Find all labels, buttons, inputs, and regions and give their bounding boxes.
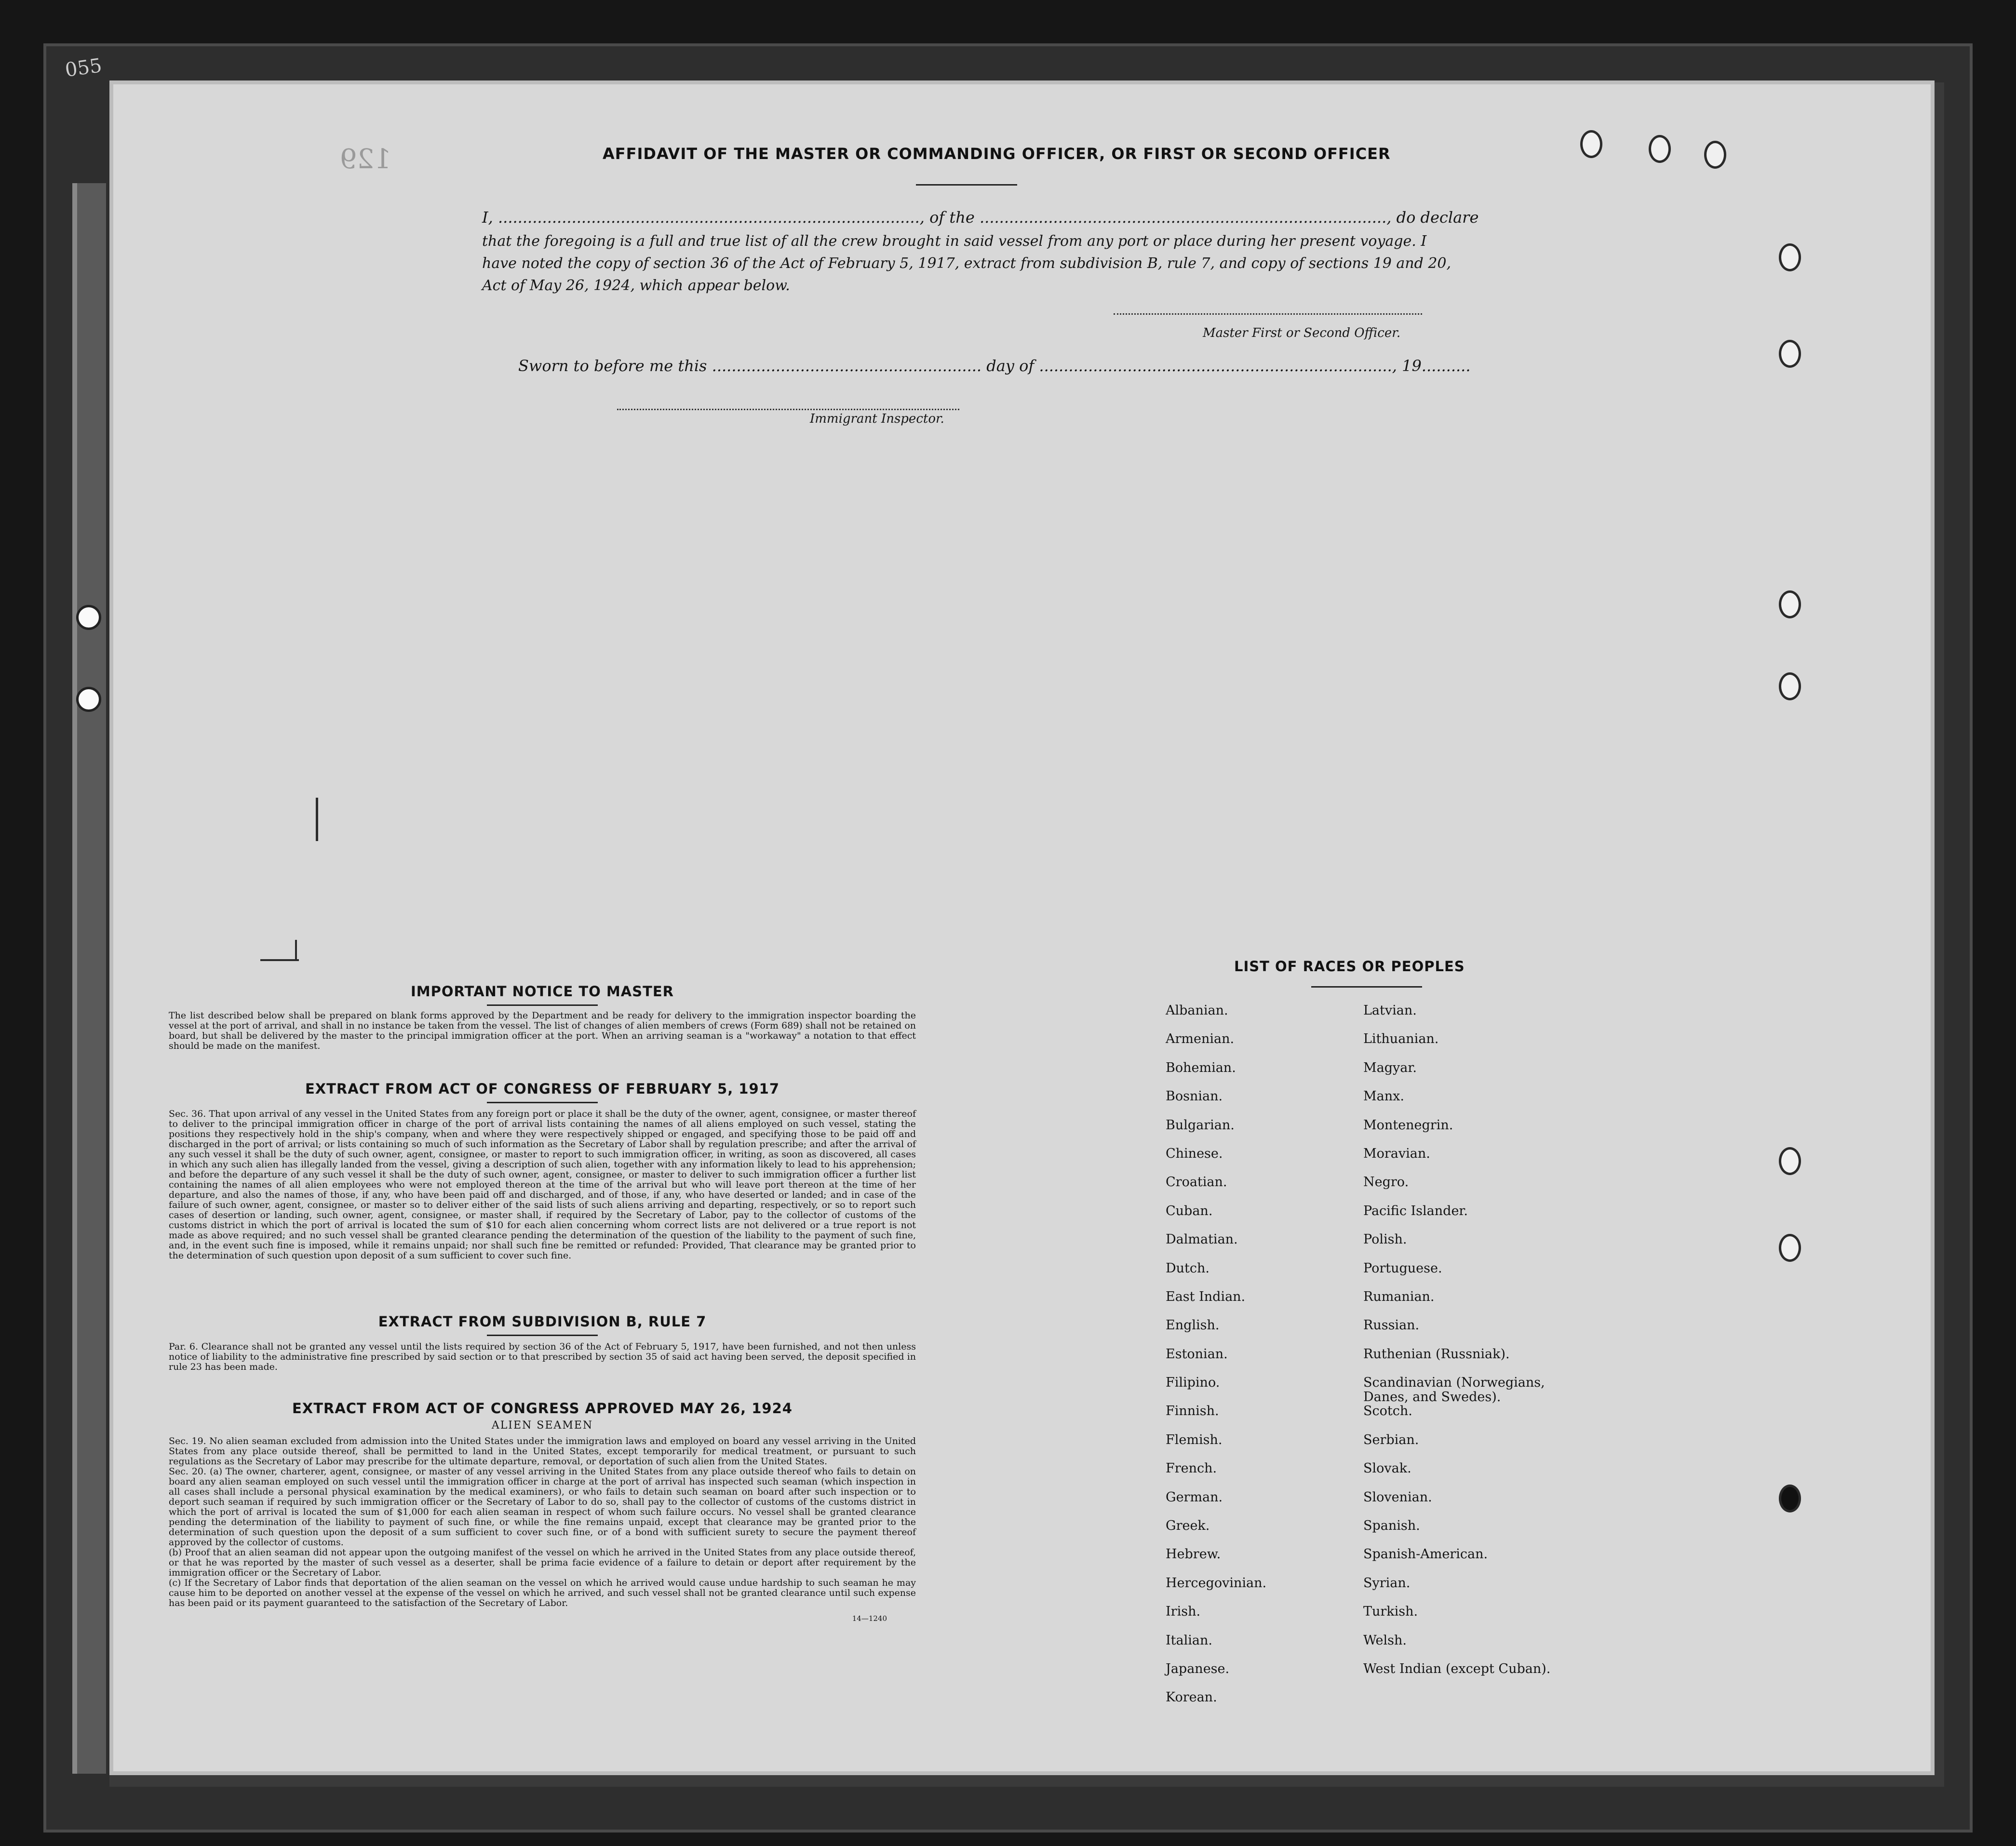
- affidavit-title-rule: [916, 184, 1017, 186]
- inspector-signature-line: [617, 409, 959, 410]
- race-item: Scotch.: [1363, 1404, 1412, 1419]
- form-number: 14—1240: [852, 1614, 887, 1623]
- extract-rule7-section: [169, 1313, 916, 1372]
- section-rule: [487, 1335, 598, 1336]
- punch-hole: [1779, 672, 1801, 700]
- signature-label: Master First or Second Officer.: [1203, 326, 1401, 340]
- section-rule: [487, 1102, 598, 1103]
- race-item: Spanish-American.: [1363, 1547, 1488, 1562]
- extract-1917-body: Sec. 36. That upon arrival of any vessel in the United States from any foreign port or place it shall be the duty of the owner, agent, consignee, or master thereof to deliver to the principal immigration officer in charge of the port of arrival lists containing the names of all aliens employed on such vessel, stating the positions they respectively hold in the ship's company, when and where they were respectively shipped or engaged, and specifying those to be paid off and discharged in the port of arrival; or lists containing so much of such information as the Secretary of Labor shall by regulation prescribe; and after the arrival of any such vessel it shall be the duty of such owner, agent, consignee, or master to report to such immigration officer, in writing, as soon as discovered, all cases in which any such alien has illegally landed from the vessel, giving a description of such alien, together with any information likely to lead to his apprehension; and before the departure of any such vessel it shall be the duty of such owner, agent, consignee, or master to deliver to such immigration officer a further list containing the names of all alien employees who were not employed thereon at the time of the arrival but who will leave port thereon at the time of her departure, and also the names of those, if any, who have been paid off and discharged, and of those, if any, who have deserted or landed; and in case of the failure of such owner, agent, consignee, or master so to deliver either of the said lists of such aliens arriving and departing, respectively, or so to report such cases of desertion or landing, such owner, agent, consignee, or master shall, if required by the Secretary of Labor, pay to the collector of customs of the customs district in which the port of arrival is located the sum of $10 for each alien concerning whom correct lists are not delivered or a true report is not made as above required; and no such vessel shall be granted clearance pending the determination of the question of the liability to the payment of such fine, and, in the event such fine is imposed, while it remains unpaid; nor shall such fine be remitted or refunded: Provided, That clearance may be granted prior to the determination of such question upon deposit of a sum sufficient to cover such fine.: [169, 1109, 916, 1261]
- race-item: Latvian.: [1363, 1003, 1417, 1018]
- punch-hole: [1779, 243, 1801, 271]
- extract-1917-section: [169, 1081, 916, 1261]
- race-item: Russian.: [1363, 1318, 1420, 1333]
- punch-hole: [1580, 130, 1602, 158]
- top-left-number: 055: [64, 54, 104, 82]
- race-item: Serbian.: [1363, 1432, 1419, 1447]
- punch-hole: [1779, 1485, 1801, 1512]
- pen-mark: [316, 798, 318, 841]
- race-item: East Indian.: [1166, 1289, 1246, 1304]
- race-item: Bulgarian.: [1166, 1117, 1235, 1133]
- extract-1924-section: [169, 1400, 916, 1623]
- punch-hole: [1779, 340, 1801, 368]
- race-item: Slovak.: [1363, 1461, 1411, 1476]
- extract-1924-title: EXTRACT FROM ACT OF CONGRESS APPROVED MAY 26, 1924: [292, 1400, 793, 1417]
- signature-line: [1114, 313, 1422, 315]
- races-column-a: [1166, 1003, 1266, 1719]
- extract-rule7-body: Par. 6. Clearance shall not be granted any vessel until the lists required by section 36 of the Act of February 5, 1917, have been furnished, and not then unless notice of liability to the administrative fine prescribed by said section or to that prescribed by section 35 of said act having been served, the deposit specified in rule 23 has been made.: [169, 1341, 916, 1372]
- race-item: West Indian (except Cuban).: [1363, 1661, 1551, 1676]
- race-item: Croatian.: [1166, 1175, 1227, 1190]
- sec-19-text: Sec. 19. No alien seaman excluded from admission into the United States under the immigration laws and employed on board any vessel arriving in the United States from any place outside thereof, shall be permitted to land in the United States, except temporarily for medical treatment, or pursuant to such regulations as the Secretary of Labor may prescribe for the ultimate departure, removal, or deportation of such alien from the United States.: [169, 1436, 916, 1467]
- important-notice-title: IMPORTANT NOTICE TO MASTER: [410, 983, 674, 1000]
- race-item: Welsh.: [1363, 1632, 1407, 1648]
- races-title-rule: [1311, 986, 1422, 988]
- section-rule: [487, 1004, 598, 1006]
- race-item: Finnish.: [1166, 1404, 1219, 1419]
- race-item: Chinese.: [1166, 1146, 1223, 1161]
- binder-edge: [72, 183, 106, 1774]
- race-item: Hercegovinian.: [1166, 1575, 1267, 1591]
- race-item: Korean.: [1166, 1690, 1217, 1705]
- race-item: French.: [1166, 1461, 1217, 1476]
- race-item: Lithuanian.: [1363, 1031, 1439, 1047]
- punch-hole: [1779, 1147, 1801, 1175]
- race-item: Moravian.: [1363, 1146, 1430, 1161]
- race-item: Flemish.: [1166, 1432, 1223, 1447]
- race-item: Hebrew.: [1166, 1547, 1221, 1562]
- race-item: Albanian.: [1166, 1003, 1228, 1018]
- race-item: Italian.: [1166, 1632, 1212, 1648]
- affidavit-title: AFFIDAVIT OF THE MASTER OR COMMANDING OFFICER, OR FIRST OR SECOND OFFICER: [603, 145, 1391, 163]
- race-item: Rumanian.: [1363, 1289, 1435, 1304]
- sec-20b-text: (b) Proof that an alien seaman did not appear upon the outgoing manifest of the vessel on which he arrived in the United States from any place outside thereof, or that he was reported by the master of such vessel as a deserter, shall be prima facie evidence of a failure to detain or deport after requirement by the immigration officer or the Secretary of Labor.: [169, 1547, 916, 1578]
- punch-hole: [76, 687, 101, 712]
- race-item: Magyar.: [1363, 1060, 1417, 1075]
- pen-mark: [295, 940, 297, 961]
- declaration-body: that the foregoing is a full and true list of all the crew brought in said vessel from any port or place during her present voyage. I have noted the copy of section 36 of the Act of February 5, 1917, extract from subdivision B, rule 7, and copy of sections 19 and 20, Act of May 26, 1924, which appear below.: [482, 233, 1452, 294]
- extract-1917-title: EXTRACT FROM ACT OF CONGRESS OF FEBRUARY 5, 1917: [305, 1081, 780, 1097]
- race-item: English.: [1166, 1318, 1220, 1333]
- race-item: Slovenian.: [1363, 1489, 1432, 1505]
- race-item: Portuguese.: [1363, 1260, 1442, 1276]
- race-item: Manx.: [1363, 1089, 1404, 1104]
- punch-hole: [76, 605, 101, 630]
- punch-hole: [1704, 141, 1726, 169]
- sec-20a-text: Sec. 20. (a) The owner, charterer, agent, consignee, or master of any vessel arriving in the United States from any place outside thereof who fails to detain on board any alien seaman employed on such vessel until the immigration officer in charge at the port of arrival has inspected such seaman (which inspection in all cases shall include a personal physical examination by the medical examiners), or who fails to detain such seaman on board after such inspection or to deport such seaman if required by such immigration officer or the Secretary of Labor to do so, shall pay to the collector of customs of the customs district in which the port of arrival is located the sum of $1,000 for each alien seaman in respect of whom such failure occurs. No vessel shall be granted clearance pending the determination of the liability to payment of such fine, or while the fine remains unpaid, except that clearance may be granted prior to the determination of such question upon the deposit of a sum sufficient to cover such fine, or of a bond with sufficient surety to secure the payment thereof approved by the collector of customs.: [169, 1466, 916, 1548]
- race-item: Filipino.: [1166, 1375, 1220, 1391]
- race-item: German.: [1166, 1489, 1223, 1505]
- race-item: Dutch.: [1166, 1260, 1210, 1276]
- declaration-line: I, ......................................................................................, of the ..................................................................................., do declare: [482, 208, 1479, 227]
- race-item: Polish.: [1363, 1232, 1407, 1247]
- race-item: Spanish.: [1363, 1518, 1420, 1534]
- race-item: Bosnian.: [1166, 1089, 1223, 1104]
- race-item: Pacific Islander.: [1363, 1203, 1468, 1218]
- sworn-line: Sworn to before me this ....................................................... day of ........................................................................, 19..........: [518, 357, 1471, 375]
- extract-rule7-title: EXTRACT FROM SUBDIVISION B, RULE 7: [378, 1313, 707, 1330]
- important-notice-body: The list described below shall be prepared on blank forms approved by the Department and be ready for delivery to the immigration inspector boarding the vessel at the port of arrival, and shall in no instance be taken from the vessel. The list of changes of alien members of crews (Form 689) shall not be retained on board, but shall be delivered by the master to the principal immigration officer at the port. When an arriving seaman is a "workaway" a notation to that effect should be made on the manifest.: [169, 1010, 916, 1051]
- pen-mark: [260, 959, 299, 961]
- race-item: Irish.: [1166, 1604, 1201, 1619]
- important-notice-section: [169, 983, 916, 1051]
- race-item: Armenian.: [1166, 1031, 1235, 1047]
- race-item: Estonian.: [1166, 1346, 1228, 1362]
- race-item: Syrian.: [1363, 1575, 1411, 1591]
- race-item: Bohemian.: [1166, 1060, 1236, 1075]
- race-item: Negro.: [1363, 1175, 1409, 1190]
- race-item: Turkish.: [1363, 1604, 1418, 1619]
- race-item: Ruthenian (Russniak).: [1363, 1346, 1510, 1362]
- punch-hole: [1779, 590, 1801, 618]
- sec-20c-text: (c) If the Secretary of Labor finds that deportation of the alien seaman on the vessel on which he arrived would cause undue hardship to such seaman he may cause him to be deported on another vessel at the expense of the vessel on which he arrived, and such vessel shall not be granted clearance until such expense has been paid or its payment guaranteed to the satisfaction of the Secretary of Labor.: [169, 1578, 916, 1608]
- race-item: Japanese.: [1166, 1661, 1230, 1676]
- race-item: Cuban.: [1166, 1203, 1213, 1218]
- alien-seamen-subtitle: ALIEN SEAMEN: [491, 1419, 593, 1431]
- inspector-label: Immigrant Inspector.: [810, 412, 944, 426]
- race-item: Montenegrin.: [1363, 1117, 1453, 1133]
- race-item: Greek.: [1166, 1518, 1210, 1534]
- race-item: Scandinavian (Norwegians, Danes, and Swedes).: [1363, 1375, 1545, 1405]
- race-item: Dalmatian.: [1166, 1232, 1238, 1247]
- punch-hole: [1779, 1234, 1801, 1262]
- races-column-b: [1363, 1003, 1550, 1690]
- bleed-through-number: 129: [340, 144, 391, 175]
- punch-hole: [1649, 135, 1671, 163]
- races-title: LIST OF RACES OR PEOPLES: [1234, 958, 1465, 975]
